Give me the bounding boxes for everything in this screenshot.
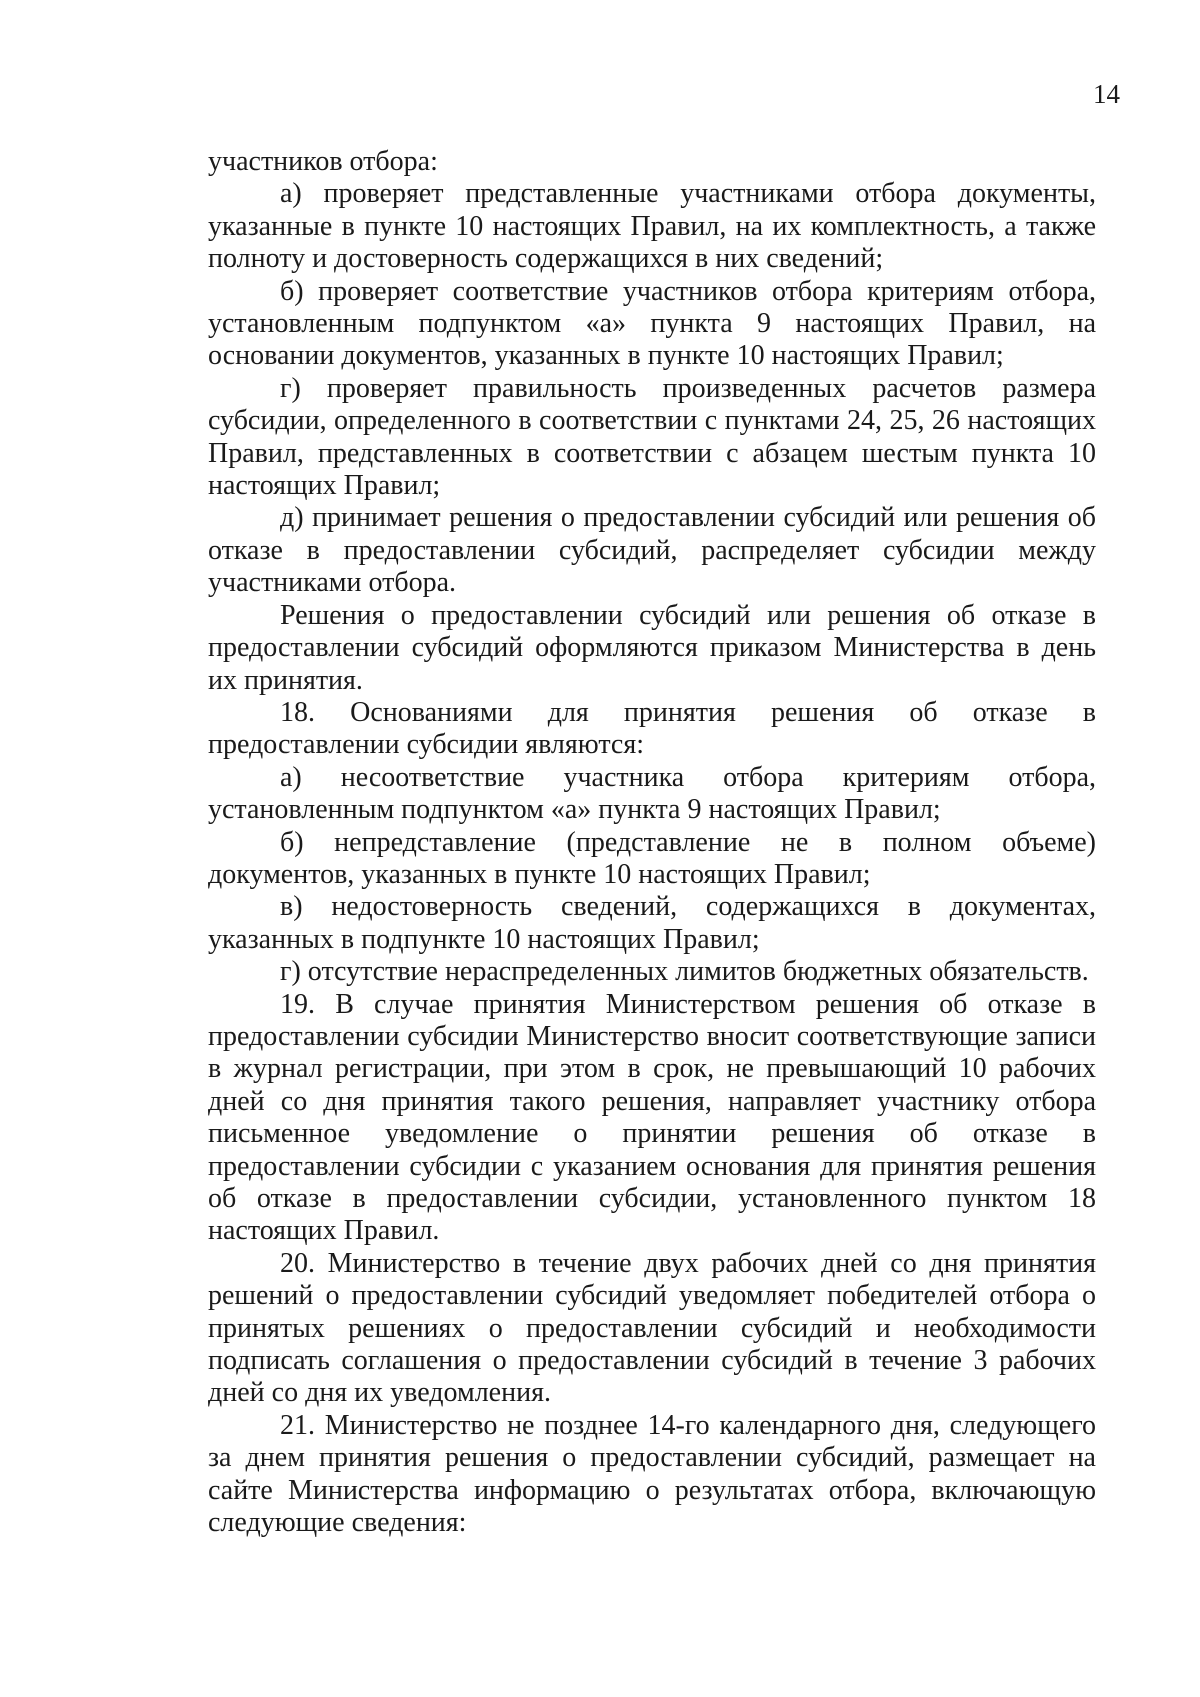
paragraph-21: 21. Министерство не позднее 14-го календарного дня, следующего за днем принятия решения о предоставлении субсидий, размещает на сайте Министерства информацию о результатах отбора, включающую следующие сведения:	[208, 1409, 1096, 1539]
paragraph-item-g-check-calculations: г) проверяет правильность произведенных расчетов размера субсидии, определенного в соответствии с пунктами 24, 25, 26 настоящих Правил, представленных в соответствии с абзацем шестым пункта 10 настоящих Правил;	[208, 372, 1096, 502]
paragraph-decisions-order: Решения о предоставлении субсидий или решения об отказе в предоставлении субсидий оформляются приказом Министерства в день их принятия.	[208, 599, 1096, 696]
paragraph-item-a-check-documents: а) проверяет представленные участниками отбора документы, указанные в пункте 10 настоящих Правил, на их комплектность, а также полноту и достоверность содержащихся в них сведений;	[208, 178, 1096, 275]
paragraph-18-item-b: б) непредставление (представление не в полном объеме) документов, указанных в пункте 10 настоящих Правил;	[208, 826, 1096, 890]
paragraph-20: 20. Министерство в течение двух рабочих дней со дня принятия решений о предоставлении субсидий уведомляет победителей отбора о принятых решениях о предоставлении субсидий и необходимости подписать соглашения о предоставлении субсидий в течение 3 рабочих дней со дня их уведомления.	[208, 1247, 1096, 1409]
paragraph-item-b-check-criteria: б) проверяет соответствие участников отбора критериям отбора, установленным подпунктом «а» пункта 9 настоящих Правил, на основании документов, указанных в пункте 10 настоящих Правил;	[208, 275, 1096, 372]
document-body	[208, 146, 1096, 1539]
paragraph-item-d-decisions: д) принимает решения о предоставлении субсидий или решения об отказе в предоставлении субсидий, распределяет субсидии между участниками отбора.	[208, 502, 1096, 599]
paragraph-18-grounds: 18. Основаниями для принятия решения об отказе в предоставлении субсидии являются:	[208, 696, 1096, 761]
paragraph-18-item-g: г) отсутствие нераспределенных лимитов бюджетных обязательств.	[280, 956, 1089, 988]
paragraph-18-item-a: а) несоответствие участника отбора критериям отбора, установленным подпунктом «а» пункта 9 настоящих Правил;	[208, 761, 1096, 826]
paragraph-18-item-v: в) недостоверность сведений, содержащихся в документах, указанных в подпункте 10 настоящих Правил;	[208, 891, 1096, 955]
paragraph-19: 19. В случае принятия Министерством решения об отказе в предоставлении субсидии Министерство вносит соответствующие записи в журнал регистрации, при этом в срок, не превышающий 10 рабочих дней со дня принятия такого решения, направляет участнику отбора письменное уведомление о принятии решения об отказе в предоставлении субсидии с указанием основания для принятия решения об отказе в предоставлении субсидии, установленного пунктом 18 настоящих Правил.	[208, 988, 1096, 1247]
paragraph-continuation: участников отбора:	[208, 146, 438, 177]
page-number: 14	[1093, 79, 1120, 109]
